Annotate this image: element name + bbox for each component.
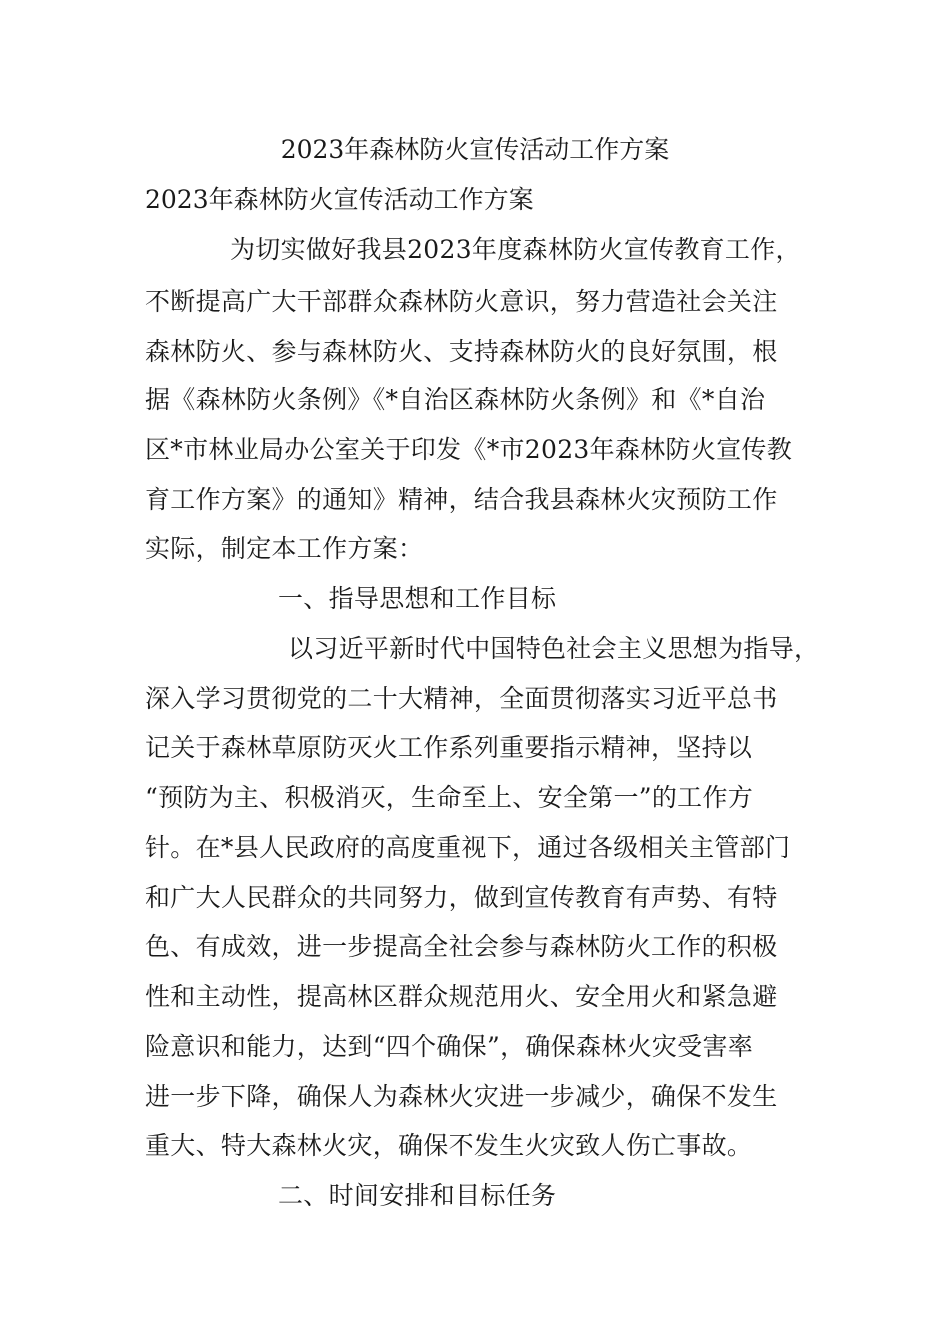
document-title: 2023年森林防火宣传活动工作方案 [280, 135, 670, 164]
intro-line: 为切实做好我县2023年度森林防火宣传教育工作， [230, 235, 801, 264]
section1-line: 针。在*县人民政府的高度重视下，通过各级相关主管部门 [145, 833, 791, 862]
section-heading-2: 二、时间安排和目标任务 [278, 1181, 557, 1210]
section1-line: 以习近平新时代中国特色社会主义思想为指导， [288, 634, 820, 663]
section1-line: 记关于森林草原防灭火工作系列重要指示精神，坚持以 [145, 733, 753, 762]
section1-line: “预防为主、积极消灭，生命至上、安全第一”的工作方 [145, 783, 754, 812]
intro-line: 育工作方案》的通知》精神，结合我县森林火灾预防工作 [145, 485, 778, 514]
section1-line: 进一步下降，确保人为森林火灾进一步减少，确保不发生 [145, 1082, 778, 1111]
section1-line: 深入学习贯彻党的二十大精神，全面贯彻落实习近平总书 [145, 684, 778, 713]
intro-line: 不断提高广大干部群众森林防火意识，努力营造社会关注 [145, 287, 778, 316]
section-heading-1: 一、指导思想和工作目标 [278, 584, 557, 613]
section1-line: 色、有成效，进一步提高全社会参与森林防火工作的积极 [145, 932, 778, 961]
section1-line: 重大、特大森林火灾，确保不发生火灾致人伤亡事故。 [145, 1131, 753, 1160]
intro-line: 据《森林防火条例》《*自治区森林防火条例》和《*自治 [145, 385, 766, 414]
intro-line: 区*市林业局办公室关于印发《*市2023年森林防火宣传教 [145, 435, 793, 464]
intro-line: 森林防火、参与森林防火、支持森林防火的良好氛围，根 [145, 337, 778, 366]
document-subtitle: 2023年森林防火宣传活动工作方案 [145, 185, 534, 214]
section1-line: 险意识和能力，达到“四个确保”，确保森林火灾受害率 [145, 1032, 754, 1061]
section1-line: 性和主动性，提高林区群众规范用火、安全用火和紧急避 [145, 982, 778, 1011]
intro-line: 实际，制定本工作方案： [145, 534, 424, 563]
section1-line: 和广大人民群众的共同努力，做到宣传教育有声势、有特 [145, 883, 778, 912]
